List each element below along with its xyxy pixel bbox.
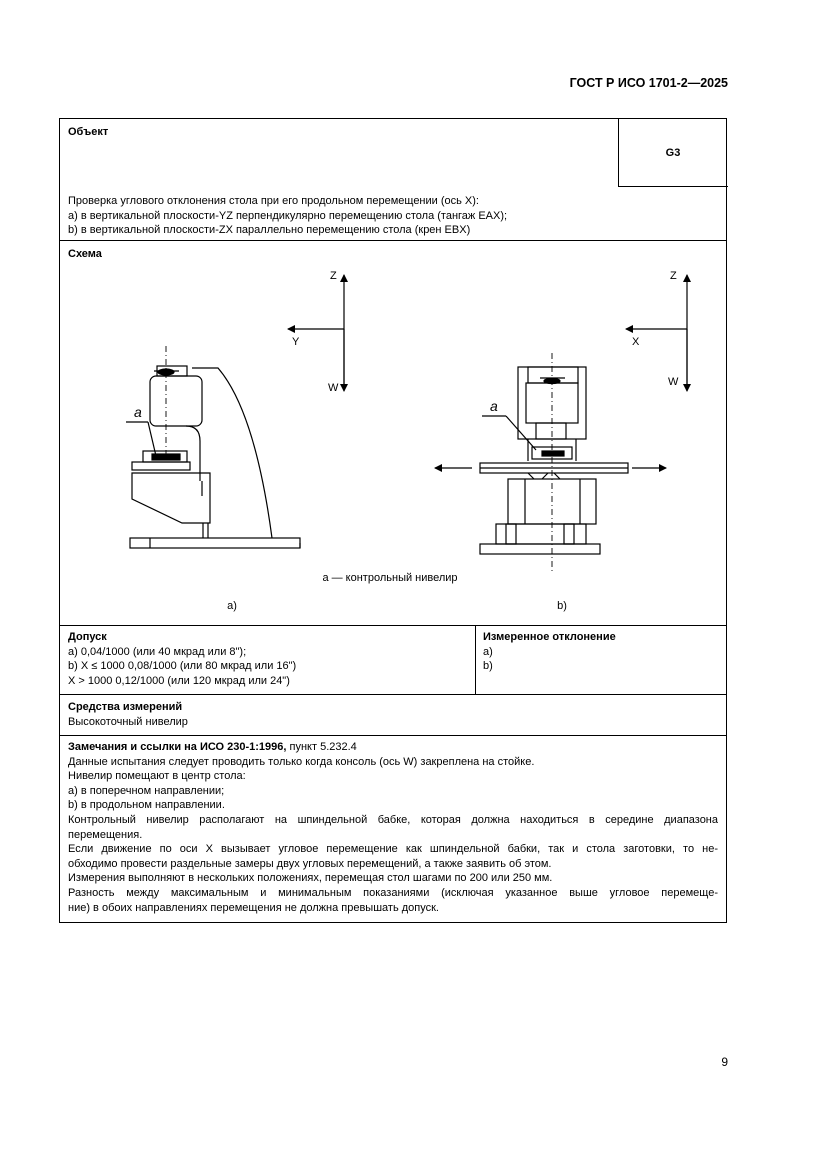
test-code: G3: [665, 146, 681, 159]
notes-line: Если движение по оси X вызывает угловое перемещение как шпиндельной бабки, так и стола заготовки, то не-: [68, 843, 718, 856]
notes-line: Измерения выполняют в нескольких положениях, перемещая стол шагами по 200 или 250 мм.: [68, 872, 553, 885]
axis-w-right: W: [668, 376, 679, 388]
axes-left: [288, 275, 344, 391]
notes-title-suffix: пункт 5.232.4: [286, 741, 357, 753]
tolerance-section: [60, 630, 475, 688]
machine-front-view: [435, 353, 666, 571]
axis-y-left: Y: [292, 336, 300, 348]
tolerance-line: a) 0,04/1000 (или 40 мкрад или 8");: [68, 645, 247, 658]
tolerance-title: Допуск: [68, 631, 107, 643]
description-line: Проверка углового отклонения стола при его продольном перемещении (ось X):: [68, 195, 479, 207]
notes-title: Замечания и ссылки на ИСО 230-1:1996,: [68, 741, 287, 753]
document-id: ГОСТ Р ИСО 1701-2—2025: [569, 76, 728, 90]
test-sheet-table: [59, 118, 727, 923]
notes-line: ние) в обоих направлениях перемещения не должна превышать допуск.: [68, 901, 439, 914]
scheme-title: Схема: [68, 248, 102, 260]
caption-b: b): [557, 600, 567, 612]
caption-a: a): [227, 600, 237, 612]
instruments-title: Средства измерений: [68, 701, 183, 713]
notes-line: a) в поперечном направлении;: [68, 784, 225, 797]
legend-text: a — контрольный нивелир: [322, 572, 458, 584]
machine-scheme-diagram: [60, 241, 726, 625]
label-a-right: a: [490, 398, 498, 414]
notes-line: Данные испытания следует проводить только когда консоль (ось W) закреплена на стойке.: [68, 755, 535, 768]
divider: [60, 625, 726, 626]
measured-title: Измеренное отклонение: [483, 631, 616, 643]
axis-x-right: X: [632, 336, 640, 348]
label-a-left: a: [134, 404, 142, 420]
tolerance-line: b) X ≤ 1000 0,08/1000 (или 80 мкрад или 16"): [68, 660, 297, 673]
description-line: a) в вертикальной плоскости-YZ перпендикулярно перемещению стола (тангаж EAX);: [68, 209, 508, 222]
instruments-value: Высокоточный нивелир: [68, 715, 188, 728]
notes-line: обходимо провести раздельные замеры двух угловых перемещений, а также заявить об этом.: [68, 857, 552, 870]
measured-line-a[interactable]: a): [483, 645, 493, 658]
object-title: Объект: [68, 126, 109, 138]
notes-line: Контрольный нивелир располагают на шпиндельной бабке, которая должна находиться в середине диапазона: [68, 813, 718, 826]
machine-side-view: [126, 346, 300, 548]
notes-line: b) в продольном направлении.: [68, 799, 225, 812]
axis-z-right: Z: [670, 270, 677, 282]
notes-heading: [68, 740, 718, 755]
notes-line: перемещения.: [68, 828, 143, 841]
tolerance-line: X > 1000 0,12/1000 (или 120 мкрад или 24"): [68, 674, 290, 687]
object-description: [60, 194, 726, 238]
axis-w-left: W: [328, 382, 339, 394]
axis-z-left: Z: [330, 270, 337, 282]
description-line: b) в вертикальной плоскости-ZX параллельно перемещению стола (крен EBX): [68, 224, 471, 237]
divider: [60, 735, 726, 736]
measured-line-b[interactable]: b): [483, 660, 493, 673]
divider: [60, 694, 726, 695]
notes-line: Нивелир помещают в центр стола:: [68, 770, 246, 783]
notes-section: [60, 740, 726, 915]
page-number: 9: [721, 1055, 728, 1069]
instruments-section: [60, 700, 726, 729]
measured-section: [475, 630, 728, 674]
notes-line: Разность между максимальным и минимальным показаниями (исключая указанное выше угловое перемеще-: [68, 886, 718, 899]
axes-right: [626, 275, 687, 391]
code-cell-bottom: [618, 186, 728, 187]
